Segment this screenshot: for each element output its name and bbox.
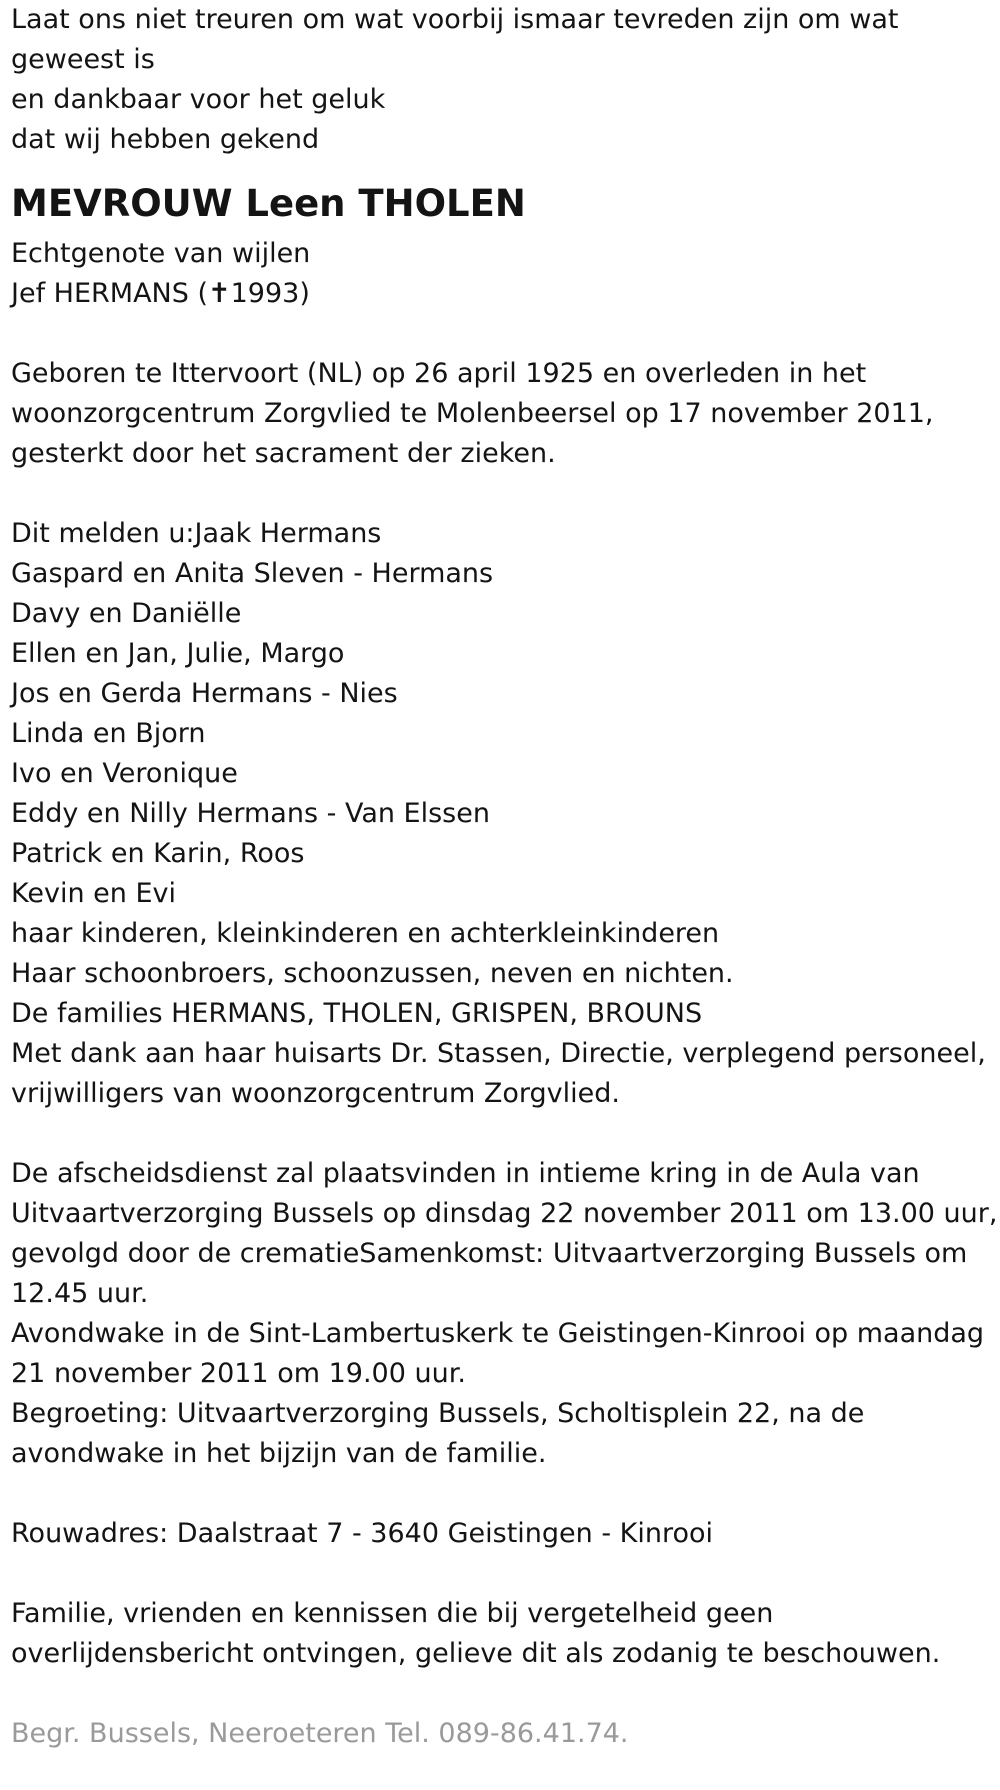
ceremony-line: 12.45 uur. <box>11 1278 149 1309</box>
announcer-line: Eddy en Nilly Hermans - Van Elssen <box>11 798 490 829</box>
ceremony-line: Avondwake in de Sint-Lambertuskerk te Geistingen-Kinrooi op maandag <box>11 1318 985 1349</box>
ceremony-line: gevolgd door de crematieSamenkomst: Uitvaartverzorging Bussels om <box>11 1238 968 1269</box>
announcer-line: Ellen en Jan, Julie, Margo <box>11 638 345 669</box>
announcer-line: Gaspard en Anita Sleven - Hermans <box>11 558 494 589</box>
announcer-line: Patrick en Karin, Roos <box>11 838 305 869</box>
poem-line: dat wij hebben gekend <box>11 124 320 155</box>
notice-line: overlijdensbericht ontvingen, gelieve dit als zodanig te beschouwen. <box>11 1638 941 1669</box>
ceremony-info <box>11 1154 998 1474</box>
announcer-line: Ivo en Veronique <box>11 758 238 789</box>
mourning-address: Rouwadres: Daalstraat 7 - 3640 Geistingen - Kinrooi <box>11 1518 714 1549</box>
spouse-line: Echtgenote van wijlen <box>11 238 311 269</box>
notice-line: Familie, vrienden en kennissen die bij vergetelheid geen <box>11 1598 774 1629</box>
birth-death-info <box>11 354 986 474</box>
poem-line: geweest is <box>11 44 155 75</box>
announcer-line: Kevin en Evi <box>11 878 176 909</box>
spacer <box>11 1554 986 1594</box>
poem <box>11 0 986 160</box>
birth-death-line: woonzorgcentrum Zorgvlied te Molenbeersel op 17 november 2011, <box>11 398 934 429</box>
ceremony-line: 21 november 2011 om 19.00 uur. <box>11 1358 466 1389</box>
poem-line: en dankbaar voor het geluk <box>11 84 386 115</box>
spacer <box>11 1474 986 1514</box>
poem-line: Laat ons niet treuren om wat voorbij ismaar tevreden zijn om wat <box>11 4 899 35</box>
birth-death-line: Geboren te Ittervoort (NL) op 26 april 1925 en overleden in het <box>11 358 867 389</box>
ceremony-line: Begroeting: Uitvaartverzorging Bussels, Scholtisplein 22, na de <box>11 1398 865 1429</box>
ceremony-line: De afscheidsdienst zal plaatsvinden in intieme kring in de Aula van <box>11 1158 920 1189</box>
deceased-name: MEVROUW Leen THOLEN <box>11 182 526 225</box>
announcer-line: Jos en Gerda Hermans - Nies <box>11 678 398 709</box>
announcer-line: De families HERMANS, THOLEN, GRISPEN, BROUNS <box>11 998 703 1029</box>
notice <box>11 1594 986 1674</box>
announcer-line: Haar schoonbroers, schoonzussen, neven en nichten. <box>11 958 734 989</box>
announcers-list <box>11 514 986 1114</box>
announcer-line: haar kinderen, kleinkinderen en achterkleinkinderen <box>11 918 720 949</box>
birth-death-line: gesterkt door het sacrament der zieken. <box>11 438 556 469</box>
spacer <box>11 1674 986 1714</box>
announcer-line: Dit melden u:Jaak Hermans <box>11 518 382 549</box>
obituary-page <box>11 0 998 1754</box>
announcer-line: Linda en Bjorn <box>11 718 206 749</box>
announcer-line: Met dank aan haar huisarts Dr. Stassen, Directie, verplegend personeel, <box>11 1038 986 1069</box>
funeral-home-footer: Begr. Bussels, Neeroeteren Tel. 089-86.41.74. <box>11 1718 629 1749</box>
spacer <box>11 1114 986 1154</box>
announcer-line: vrijwilligers van woonzorgcentrum Zorgvlied. <box>11 1078 620 1109</box>
ceremony-line: avondwake in het bijzijn van de familie. <box>11 1438 547 1469</box>
spacer <box>11 314 986 354</box>
spacer <box>11 474 986 514</box>
spouse-name: Jef HERMANS (✝1993) <box>11 278 310 309</box>
ceremony-line: Uitvaartverzorging Bussels op dinsdag 22 november 2011 om 13.00 uur, <box>11 1198 998 1229</box>
announcer-line: Davy en Daniëlle <box>11 598 242 629</box>
